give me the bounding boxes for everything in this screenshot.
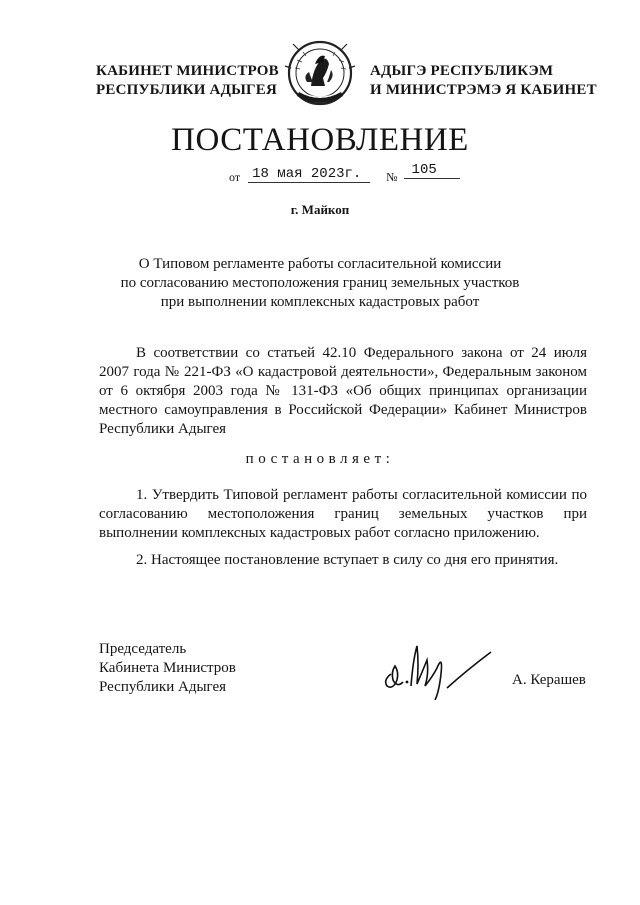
issuer-right-line2: И МИНИСТРЭМЭ Я КАБИНЕТ bbox=[370, 82, 597, 98]
subject-line1: О Типовом регламенте работы согласительной комиссии bbox=[138, 256, 502, 272]
signatory-title bbox=[99, 640, 236, 697]
decree-word: постановляет: bbox=[245, 451, 395, 467]
preamble-paragraph: В соответствии со статьей 42.10 Федерального закона от 24 июля 2007 года № 221-ФЗ «О кадастровой деятельности», Федеральным законом от 6 октября 2003 года № 131-ФЗ «Об общих принципах организации местного самоуправления в Российской Федерации» Кабинет Министров Республики Адыгея bbox=[99, 345, 587, 437]
handwritten-signature-icon bbox=[377, 630, 497, 700]
number-value: 105 bbox=[404, 162, 460, 179]
issuer-left bbox=[96, 62, 279, 100]
date-value: 18 мая 2023г. bbox=[248, 166, 370, 183]
signatory-line1: Председатель bbox=[99, 641, 187, 657]
decree-item-1: 1. Утвердить Типовой регламент работы согласительной комиссии по согласованию местоположения границ земельных участков при выполнении комплексных кадастровых работ согласно приложению. bbox=[99, 487, 587, 541]
city: г. Майкоп bbox=[290, 202, 350, 217]
decree-item-2: 2. Настоящее постановление вступает в силу со дня его принятия. bbox=[136, 552, 559, 568]
signatory-line3: Республики Адыгея bbox=[99, 679, 227, 695]
number-label: № bbox=[386, 170, 398, 184]
signatory-line2: Кабинета Министров bbox=[99, 660, 236, 676]
subject-line2: по согласованию местоположения границ земельных участков bbox=[120, 275, 520, 291]
date-number-line bbox=[229, 164, 459, 183]
document-subject bbox=[60, 255, 580, 312]
issuer-right-line1: АДЫГЭ РЕСПУБЛИКЭМ bbox=[370, 63, 554, 79]
date-from-label: от bbox=[229, 170, 241, 184]
document-title: ПОСТАНОВЛЕНИЕ bbox=[171, 122, 469, 158]
issuer-right bbox=[370, 62, 597, 100]
signatory-name: А. Керашев bbox=[512, 672, 586, 688]
issuer-left-line2: РЕСПУБЛИКИ АДЫГЕЯ bbox=[96, 82, 278, 98]
issuer-left-line1: КАБИНЕТ МИНИСТРОВ bbox=[96, 63, 279, 79]
subject-line3: при выполнении комплексных кадастровых работ bbox=[160, 294, 480, 310]
adygea-coat-of-arms-icon bbox=[283, 38, 357, 112]
